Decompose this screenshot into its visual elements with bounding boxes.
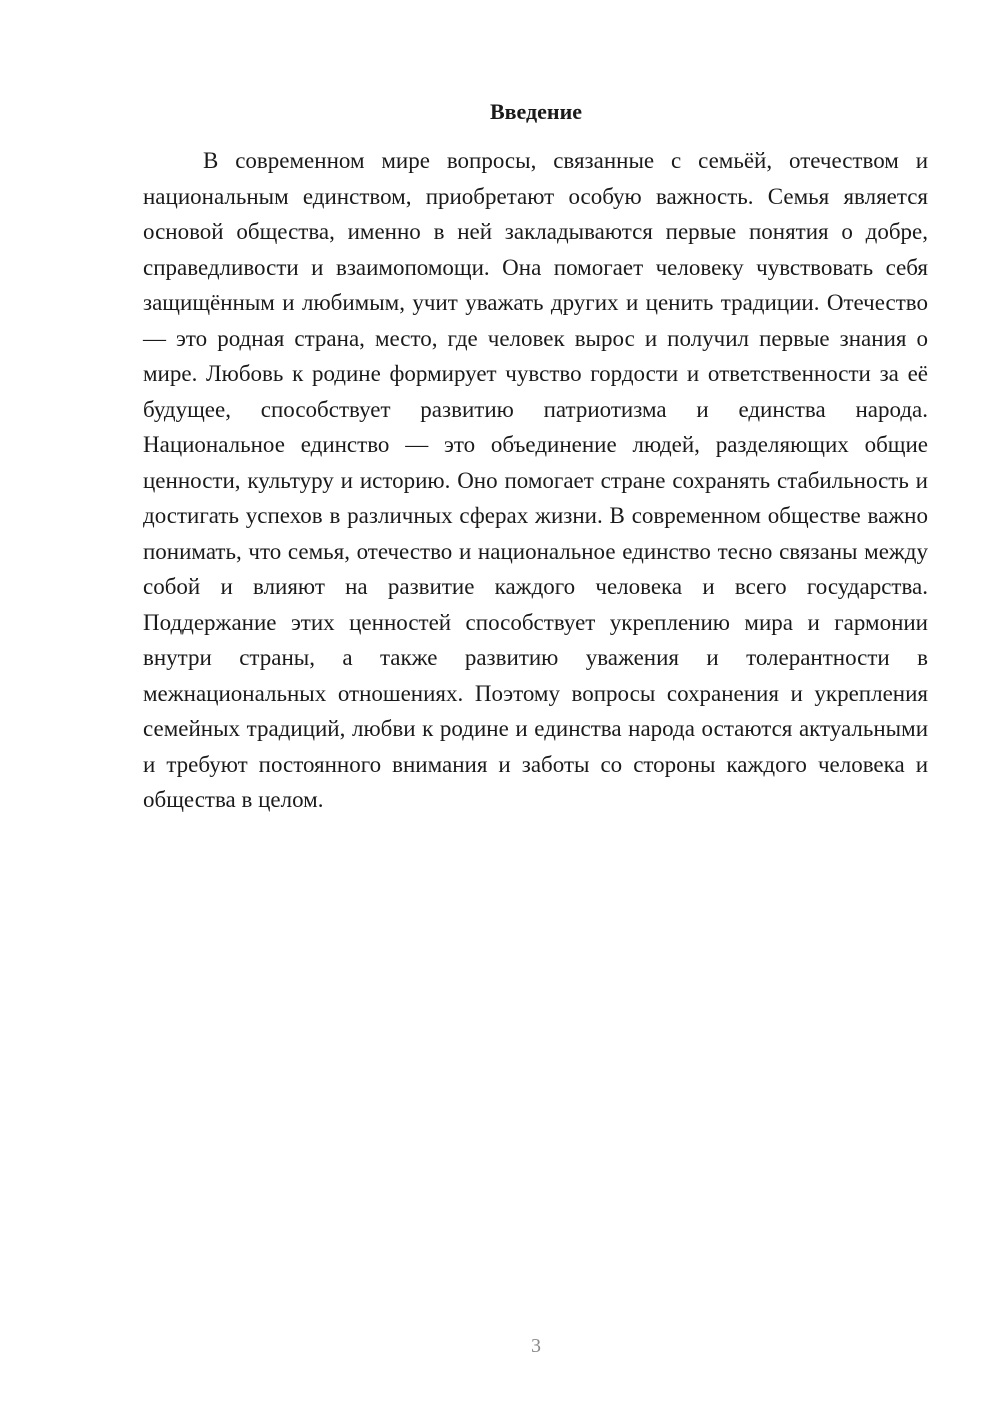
page-number: 3 bbox=[531, 1335, 541, 1357]
body-paragraph: В современном мире вопросы, связанные с семьёй, отечеством и национальным единством, приобретают особую важность. Семья является основой общества, именно в ней закладываются первые понятия о добре, справедливости и взаимопомощи. Она помогает человеку чувствовать себя защищённым и любимым, учит уважать других и ценить традиции. Отечество — это родная страна, место, где человек вырос и получил первые знания о мире. Любовь к родине формирует чувство гордости и ответственности за её будущее, способствует развитию патриотизма и единства народа. Национальное единство — это объединение людей, разделяющих общие ценности, культуру и историю. Оно помогает стране сохранять стабильность и достигать успехов в различных сферах жизни. В современном обществе важно понимать, что семья, отечество и национальное единство тесно связаны между собой и влияют на развитие каждого человека и всего государства. Поддержание этих ценностей способствует укреплению мира и гармонии внутри страны, а также развитию уважения и толерантности в межнациональных отношениях. Поэтому вопросы сохранения и укрепления семейных традиций, любви к родине и единства народа остаются актуальными и требуют постоянного внимания и заботы со стороны каждого человека и общества в целом. bbox=[143, 148, 928, 812]
section-title: Введение bbox=[489, 99, 583, 124]
